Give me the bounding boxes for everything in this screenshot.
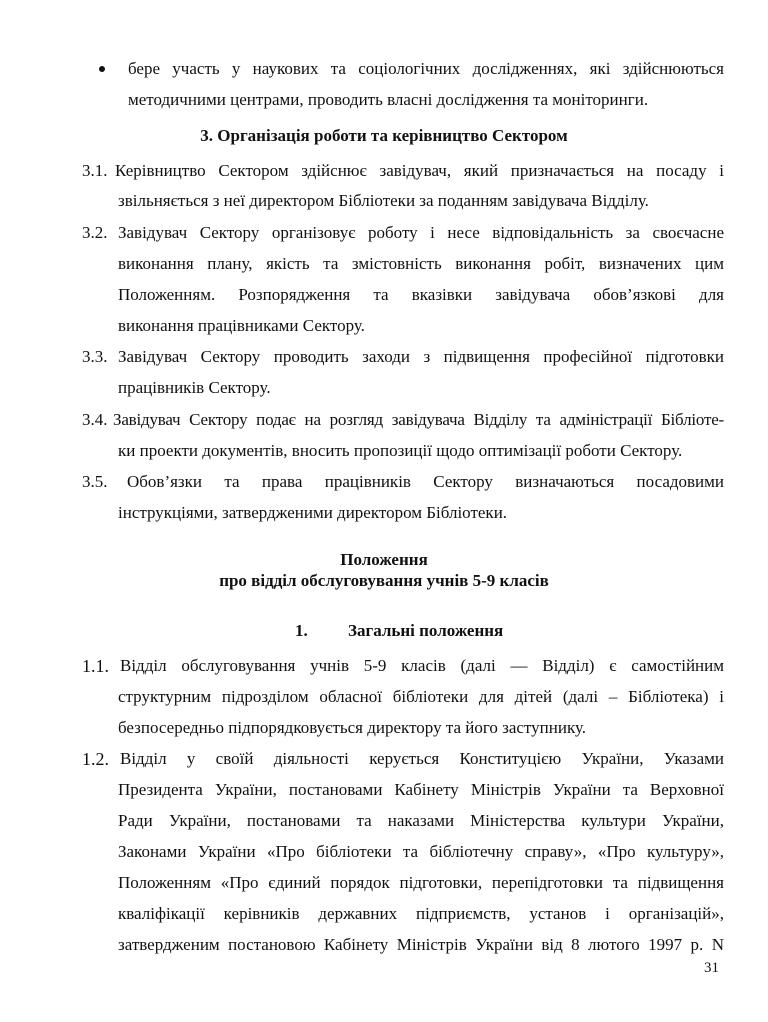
paragraph-line: Керівництво Сектором здійснює завідувач, який призначається на посаду і (115, 161, 724, 180)
document-title: Положення (340, 550, 428, 569)
item-number: 3.3. (82, 347, 108, 366)
item-number: 1.2. (82, 749, 109, 769)
section-heading: Загальні положення (348, 621, 504, 640)
paragraph-line: виконання працівниками Сектору. (118, 316, 365, 335)
item-number: 3.4. (82, 410, 108, 429)
bullet-icon (99, 66, 105, 72)
item-number: 3.5. (82, 472, 108, 491)
paragraph-line: ки проекти документів, вносить пропозиції щодо оптимізації роботи Сектору. (118, 441, 683, 460)
bullet-line: методичними центрами, проводить власні дослідження та моніторинги. (128, 90, 649, 109)
paragraph-line: виконання плану, якість та змістовність виконання робіт, визначених цим (118, 254, 724, 273)
paragraph-line: Положенням «Про єдиний порядок підготовки, перепідготовки та підвищення (118, 873, 724, 892)
page-number: 31 (704, 960, 719, 976)
bullet-line: бере участь у наукових та соціологічних дослідженнях, які здійснюються (128, 59, 724, 78)
paragraph-line: Положенням. Розпорядження та вказівки завідувача обов’язкові для (118, 285, 724, 304)
paragraph-line: Завідувач Сектору організовує роботу і несе відповідальність за своєчасне (118, 223, 724, 242)
paragraph-line: кваліфікації керівників державних підприємств, установ і організацій», (118, 904, 724, 923)
item-number: 3.1. (82, 161, 108, 180)
paragraph-line: Ради України, постановами та наказами Міністерства культури України, (118, 811, 724, 830)
paragraph-line: працівників Сектору. (118, 378, 271, 397)
paragraph-line: Відділ у своїй діяльності керується Конституцією України, Указами (120, 749, 724, 768)
paragraph-line: Відділ обслуговування учнів 5-9 класів (далі — Відділ) є самостійним (120, 656, 724, 675)
paragraph-line: затвердженим постановою Кабінету Міністрів України від 8 лютого 1997 р. N (118, 935, 724, 954)
section-number: 1. (295, 621, 308, 640)
item-number: 3.2. (82, 223, 108, 242)
paragraph-line: Завідувач Сектору проводить заходи з підвищення професійної підготовки (118, 347, 724, 366)
section-heading: 3. Організація роботи та керівництво Сектором (200, 126, 568, 145)
paragraph-line: інструкціями, затвердженими директором Бібліотеки. (118, 503, 508, 522)
paragraph-line: звільняється з неї директором Бібліотеки за поданням завідувача Відділу. (118, 191, 649, 210)
paragraph-line: Законами України «Про бібліотеки та бібліотечну справу», «Про культуру», (118, 842, 724, 861)
paragraph-line: Президента України, постановами Кабінету Міністрів України та Верховної (118, 780, 724, 799)
paragraph-line: Обов’язки та права працівників Сектору визначаються посадовими (127, 472, 724, 491)
document-subtitle: про відділ обслуговування учнів 5-9 класів (219, 571, 549, 590)
paragraph-line: Завідувач Сектору подає на розгляд завідувача Відділу та адміністрації Бібліоте- (113, 410, 724, 429)
paragraph-line: структурним підрозділом обласної бібліотеки для дітей (далі – Бібліотека) і (118, 687, 724, 706)
paragraph-line: безпосередньо підпорядковується директору та його заступнику. (118, 718, 587, 737)
item-number: 1.1. (82, 656, 109, 676)
